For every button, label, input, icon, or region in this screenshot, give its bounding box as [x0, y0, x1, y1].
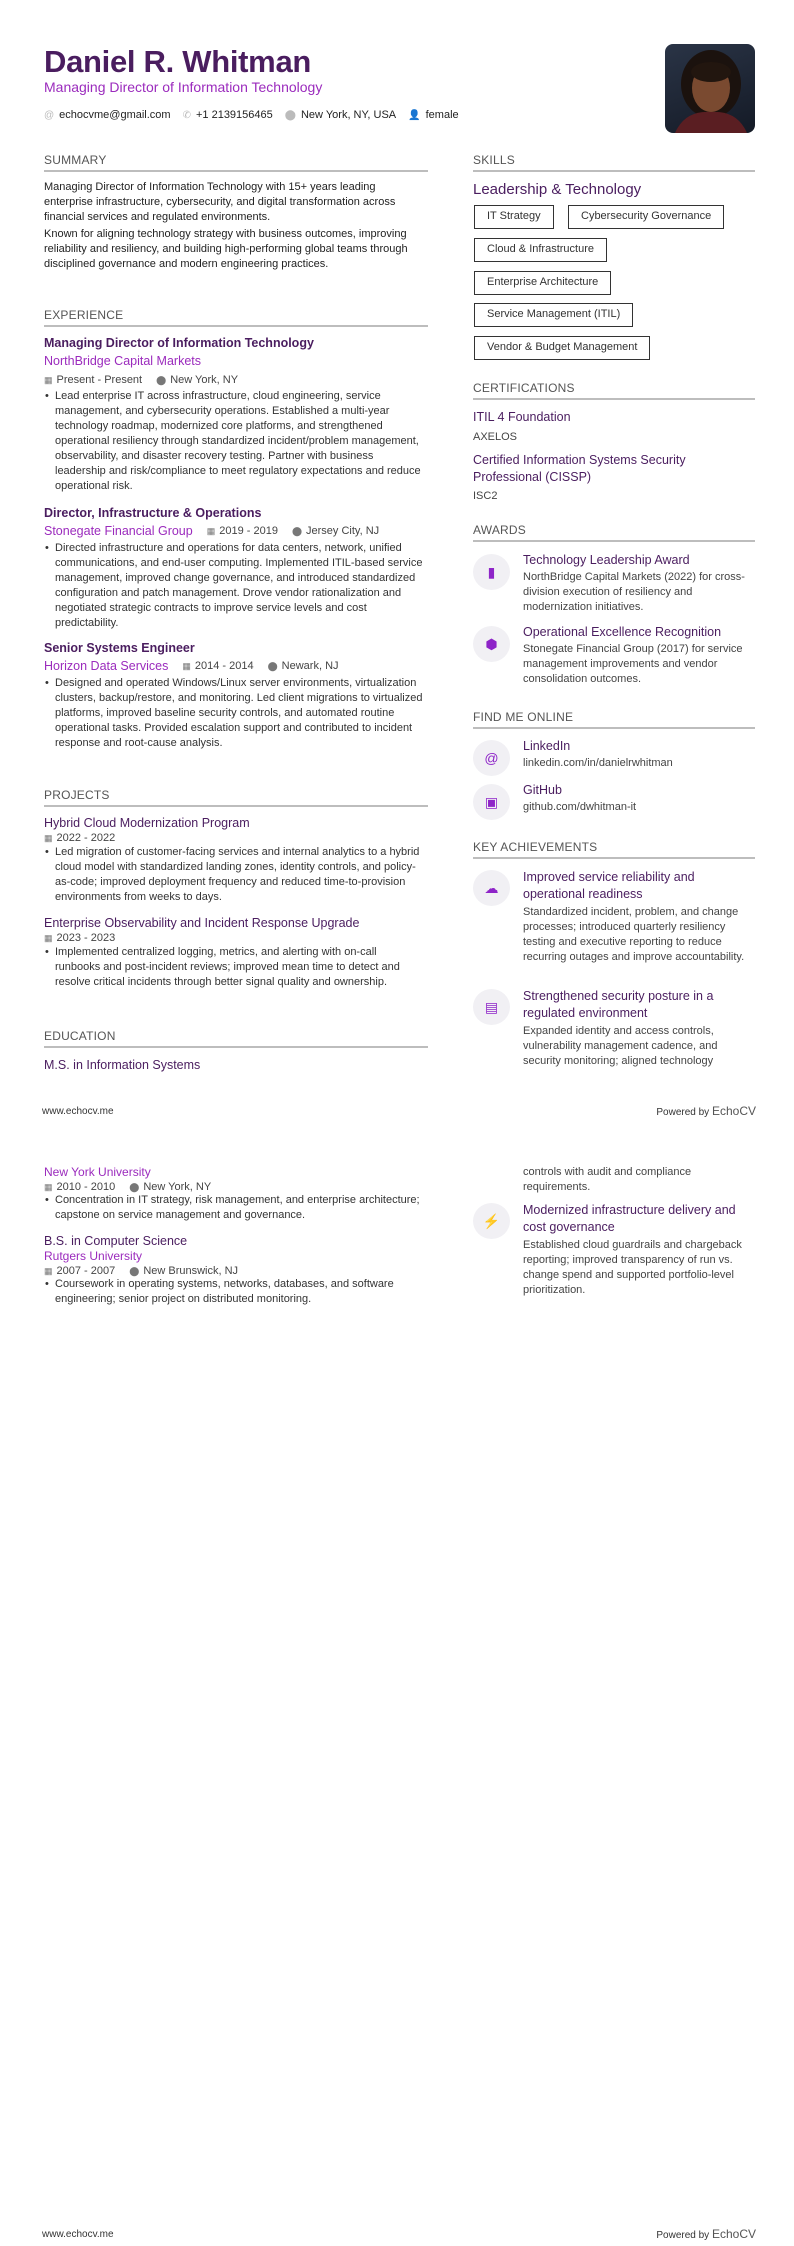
bullet: • Coursework in operating systems, networks, databases, and software engineering; senior project on distributed monitoring.	[44, 1277, 424, 1307]
achievement-item: Modernized infrastructure delivery and cost governance Established cloud guardrails and chargeback reporting; improved transparency of run vs. change spend and supported portfolio-level prioritization.	[523, 1203, 742, 1296]
cert-issuer: ISC2	[473, 490, 498, 502]
skill-tag: IT Strategy	[474, 205, 554, 229]
footer-powered: Powered by EchoCV	[656, 1104, 756, 1118]
project-item: Enterprise Observability and Incident Response Upgrade ▦ 2023 - 2023 • Implemented centralized logging, metrics, and alerting with on-call runbooks and post-incident reviews; improved mean time to detect and resolve critical incidents through better signal quality and ownership.	[44, 916, 424, 990]
bullet: • Designed and operated Windows/Linux server environments, virtualization clusters, backup/restore, and monitoring. Led client migrations to virtualized platforms, improved baseline security controls, and automated routine operational tasks. Provided escalation support and contributed to incident response and root-cause analysis.	[44, 676, 424, 751]
contact-gender: 👤 female	[408, 109, 459, 121]
achievement-desc-continued: controls with audit and compliance requirements.	[523, 1166, 692, 1193]
bolt-icon: ⚡	[473, 1203, 510, 1239]
skill-tag: Cybersecurity Governance	[568, 205, 724, 229]
bullet: • Directed infrastructure and operations for data centers, network, unified communications, and end-user computing. Implemented ITIL-based service management, improved change governance, and introduced standardized configuration and patch management. Drove vendor rationalization and negotiated strategic contracts to improve service levels and cost predictability.	[44, 541, 424, 631]
footer-powered: Powered by EchoCV	[656, 2227, 756, 2241]
projects-heading: PROJECTS	[44, 788, 428, 807]
archive-icon: ▤	[473, 989, 510, 1025]
map-pin-icon: ⬤	[129, 1182, 140, 1192]
summary-heading: SUMMARY	[44, 153, 428, 172]
summary-text: Managing Director of Information Technology with 15+ years leading enterprise infrastructure, cybersecurity, and digital transformation across financial services and regulated environments. Known for aligning technology strategy with business outcomes, improving reliability and resiliency, and building high-performing global teams through disciplined governance and modern engineering practices.	[44, 181, 408, 270]
skill-tag: Enterprise Architecture	[474, 271, 611, 295]
footer-site-link[interactable]: www.echocv.me	[42, 2229, 114, 2240]
terminal-icon: ▣	[473, 784, 510, 820]
map-pin-icon: ⬤	[291, 526, 303, 536]
map-pin-icon: ⬤	[284, 110, 296, 121]
calendar-icon: ▦	[182, 661, 191, 671]
education-heading: EDUCATION	[44, 1029, 428, 1048]
award-item: Technology Leadership Award NorthBridge Capital Markets (2022) for cross-division execution of resiliency and modernization initiatives.	[523, 553, 745, 613]
skills-heading: SKILLS	[473, 153, 755, 172]
calendar-icon: ▦	[206, 526, 216, 536]
bullet: • Implemented centralized logging, metrics, and alerting with on-call runbooks and post-incident reviews; improved mean time to detect and resolve critical incidents through better signal quality and ownership.	[44, 945, 424, 990]
experience-heading: EXPERIENCE	[44, 308, 428, 327]
project-item: Hybrid Cloud Modernization Program ▦ 2022 - 2022 • Led migration of customer-facing services and internal analytics to a hybrid cloud model with standardized landing zones, identity controls, and policy-as-code; improved deployment frequency and reduced time-to-provision environments from weeks to days.	[44, 816, 424, 905]
contact-location: ⬤ New York, NY, USA	[284, 109, 397, 121]
file-check-icon: ▮	[473, 554, 510, 590]
bullet: • Lead enterprise IT across infrastructure, cloud engineering, service management, and cybersecurity operations. Established a multi-year technology roadmap, modernized core platforms, and strengthened operational resiliency through standardized incident/problem management, observability, and disaster recovery testing. Partner with business leadership and risk/compliance to meet regulatory expectations and reduce operational risk.	[44, 389, 424, 494]
calendar-icon: ▦	[44, 833, 53, 843]
experience-item: Director, Infrastructure & Operations Stonegate Financial Group ▦ 2019 - 2019 ⬤ Jersey City, NJ • Directed infrastructure and operations for data centers, network, unified communications, and end-user computing. Implemented ITIL-based service management, improved change governance, and introduced standardized configuration and patch management. Drove vendor rationalization and negotiated strategic contracts to improve service levels and cost predictability.	[44, 506, 424, 631]
cube-icon: ⬢	[473, 626, 510, 662]
calendar-icon: ▦	[44, 1266, 53, 1276]
online-link-linkedin[interactable]: LinkedIn linkedin.com/in/danielrwhitman	[523, 739, 673, 769]
cloud-icon: ☁	[473, 870, 510, 906]
person-icon: 👤	[408, 110, 421, 121]
calendar-icon: ▦	[44, 1182, 53, 1192]
bullet: • Led migration of customer-facing services and internal analytics to a hybrid cloud model with standardized landing zones, identity controls, and policy-as-code; improved deployment frequency and reduced time-to-provision environments from weeks to days.	[44, 845, 424, 905]
award-item: Operational Excellence Recognition Stonegate Financial Group (2017) for service management improvements and vendor consolidation outcomes.	[523, 625, 743, 685]
candidate-title: Managing Director of Information Technology	[44, 79, 323, 95]
footer-site-link[interactable]: www.echocv.me	[42, 1106, 114, 1117]
achievements-heading: KEY ACHIEVEMENTS	[473, 840, 755, 859]
education-degree: M.S. in Information Systems	[44, 1058, 201, 1072]
contact-phone[interactable]: ✆ +1 2139156465	[182, 109, 273, 121]
map-pin-icon: ⬤	[129, 1266, 140, 1276]
education-item: B.S. in Computer Science Rutgers University ▦ 2007 - 2007 ⬤ New Brunswick, NJ • Coursework in operating systems, networks, databases, and software engineering; senior project on distributed monitoring.	[44, 1234, 424, 1307]
calendar-icon: ▦	[44, 375, 53, 385]
experience-item: Senior Systems Engineer Horizon Data Services ▦ 2014 - 2014 ⬤ Newark, NJ • Designed and operated Windows/Linux server environments, virtualization clusters, backup/restore, and monitoring. Led client migrations to virtualized platforms, improved baseline security controls, and automated routine operational tasks. Provided escalation support and contributed to incident response and root-cause analysis.	[44, 641, 424, 751]
phone-icon: ✆	[182, 110, 191, 121]
map-pin-icon: ⬤	[267, 661, 278, 671]
certifications-heading: CERTIFICATIONS	[473, 381, 755, 400]
awards-heading: AWARDS	[473, 523, 755, 542]
skill-tag: Service Management (ITIL)	[474, 303, 633, 327]
skill-tag: Cloud & Infrastructure	[474, 238, 607, 262]
online-heading: FIND ME ONLINE	[473, 710, 755, 729]
at-icon: @	[44, 110, 55, 121]
cert-name: Certified Information Systems Security Professional (CISSP)	[473, 453, 686, 484]
education-item: New York University ▦ 2010 - 2010 ⬤ New York, NY • Concentration in IT strategy, risk management, and enterprise architecture; capstone on service management and governance.	[44, 1165, 424, 1223]
profile-photo	[665, 44, 755, 133]
skill-tag: Vendor & Budget Management	[474, 336, 650, 360]
cert-issuer: AXELOS	[473, 431, 518, 443]
experience-item: Managing Director of Information Technology NorthBridge Capital Markets ▦ Present - Present ⬤ New York, NY • Lead enterprise IT across infrastructure, cloud engineering, service management, and cybersecurity operations. Established a multi-year technology roadmap, modernized core platforms, and strengthened operational resiliency through standardized incident/problem management, observability, and disaster recovery testing. Partner with business leadership and risk/compliance to meet regulatory expectations and reduce operational risk.	[44, 336, 424, 494]
bullet: • Concentration in IT strategy, risk management, and enterprise architecture; capstone on service management and governance.	[44, 1193, 424, 1223]
online-link-github[interactable]: GitHub github.com/dwhitman-it	[523, 783, 637, 813]
cert-name: ITIL 4 Foundation	[473, 410, 571, 424]
achievement-item: Improved service reliability and operational readiness Standardized incident, problem, and change processes; introduced quarterly resiliency testing and executive reporting to reduce recurring outages and improve accountability.	[523, 870, 745, 963]
contact-email[interactable]: @ echocvme@gmail.com	[44, 109, 171, 121]
map-pin-icon: ⬤	[156, 375, 167, 385]
contact-row	[44, 109, 459, 121]
calendar-icon: ▦	[44, 933, 53, 943]
at-icon: @	[473, 740, 510, 776]
candidate-name: Daniel R. Whitman	[44, 44, 312, 79]
skill-group-title: Leadership & Technology	[473, 181, 642, 198]
achievement-item: Strengthened security posture in a regulated environment Expanded identity and access controls, vulnerability management cadence, and security monitoring; aligned technology	[523, 989, 718, 1067]
